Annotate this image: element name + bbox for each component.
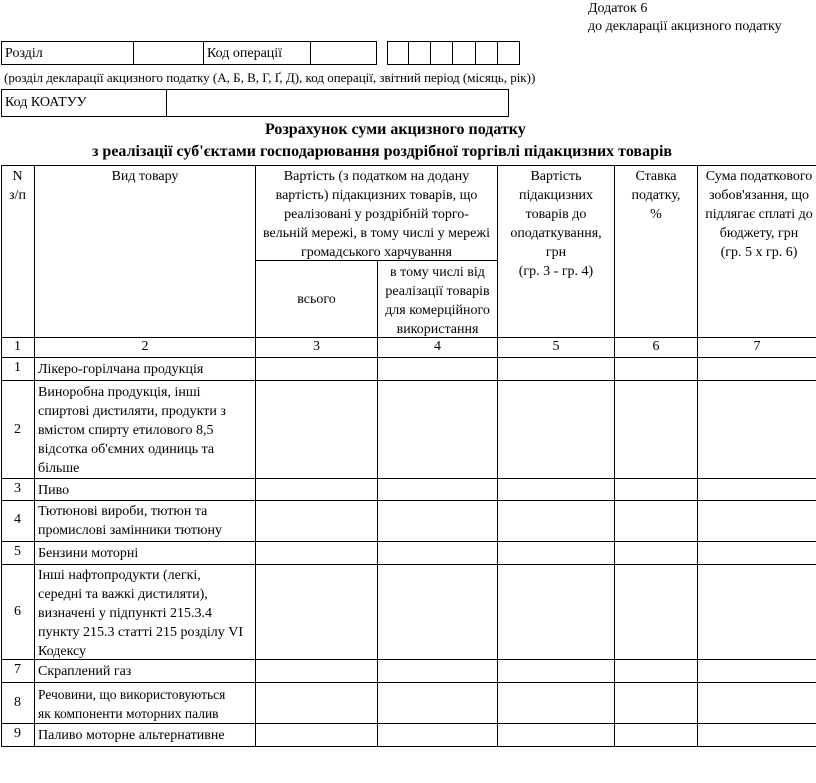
header-taxable-value: Вартість підакцизних товарів до оподаткування, грн (гр. 3 - гр. 4) (510, 169, 602, 279)
annex-subtitle: до декларації акцизного податку (588, 19, 782, 34)
row-number: 5 (14, 544, 21, 559)
row-number: 8 (14, 695, 21, 710)
header-tax-sum: Сума податкового зобов'язання, що підлягає сплаті до бюджету, грн (гр. 5 х гр. 6) (705, 169, 813, 260)
header-rate: Ставка податку, % (631, 169, 681, 222)
row-product-type: Інші нафтопродукти (легкі, середні та важкі дистиляти), визначені у підпункті 215.3.4 пункту 215.3 статті 215 розділу VI Кодексу (38, 568, 244, 659)
column-number: 1 (14, 339, 21, 354)
section-note: (розділ декларації акцизного податку (А, Б, В, Г, Ґ, Д), код операції, звітний період (місяць, рік)) (4, 70, 536, 85)
header-value: Вартість (з податком на додану вартість) підакцизних товарів, що реалізовані у роздрібній торго- вельній мережі, в тому числі у мережі громадського харчування (263, 169, 490, 260)
row-number: 4 (14, 512, 21, 527)
row-number: 3 (14, 481, 21, 496)
column-number: 7 (753, 339, 761, 354)
column-number: 4 (434, 339, 441, 354)
section-input[interactable] (135, 42, 203, 64)
row-product-type: Лікеро-горілчана продукція (38, 362, 204, 377)
operation-code-input[interactable] (311, 42, 376, 64)
header-num: N з/п (9, 169, 26, 203)
header-total: всього (297, 292, 336, 307)
koatuu-label: Код КОАТУУ (5, 95, 87, 110)
column-number: 6 (652, 339, 660, 354)
column-number: 5 (552, 339, 560, 354)
row-product-type: Тютюнові вироби, тютюн та промислові замінники тютюну (38, 504, 223, 538)
row-product-type: Виноробна продукція, інші спиртові дистиляти, продукти з вмістом спирту етилового 8,5 відсотка об'ємних одиниць та більше (38, 385, 226, 476)
row-number: 2 (14, 422, 21, 437)
row-product-type: Пиво (38, 483, 70, 498)
row-product-type: Бензини моторні (38, 546, 139, 561)
column-number: 2 (141, 339, 149, 354)
row-number: 6 (14, 604, 21, 619)
header-type: Вид товару (111, 169, 179, 184)
header-commercial: в тому числі від реалізації товарів для комерційного використання (385, 265, 490, 337)
operation-code-label: Код операції (207, 46, 283, 61)
section-label: Розділ (5, 46, 43, 61)
row-product-type: Паливо моторне альтернативне (38, 728, 225, 743)
row-product-type: Скраплений газ (38, 664, 132, 679)
title-line-1: Розрахунок суми акцизного податку (265, 121, 526, 138)
row-number: 9 (14, 726, 21, 741)
title-line-2: з реалізації суб'єктами господарювання роздрібної торгівлі підакцизних товарів (92, 143, 673, 160)
column-number: 3 (313, 339, 320, 354)
row-number: 1 (14, 360, 21, 375)
koatuu-input[interactable] (167, 90, 508, 116)
annex-title: Додаток 6 (588, 1, 648, 16)
row-product-type: Речовини, що використовуються як компоненти моторних палив (38, 687, 226, 721)
row-number: 7 (14, 662, 21, 677)
period-boxes[interactable] (387, 41, 520, 65)
